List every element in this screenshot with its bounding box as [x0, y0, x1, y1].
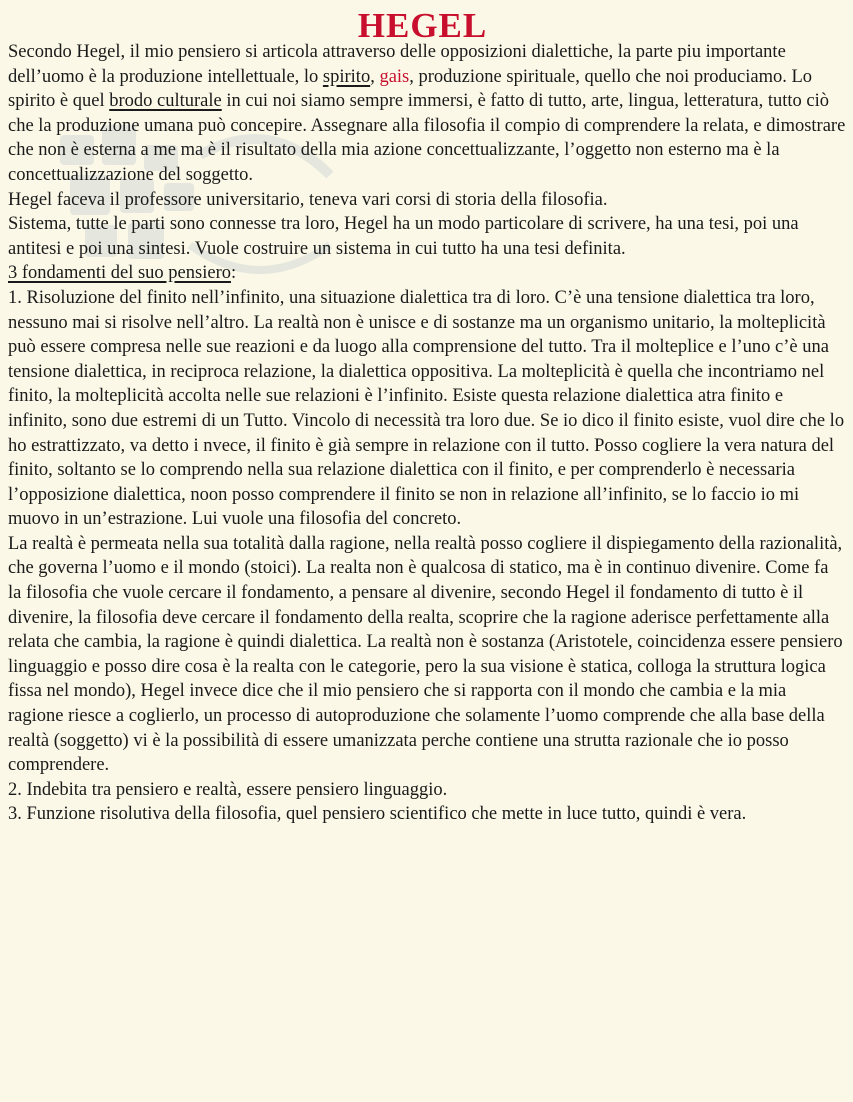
- section-heading-colon: :: [230, 263, 237, 284]
- list-item-1: 1. Risoluzione del finito nell’infinito, una situazione dialettica tra di loro. C’è una tensione dialettica tra loro, nessuno mai si risolve nell’altro. La realtà non è unisce e di sostanze ma un organismo unitario, la molteplicità può essere compresa nelle sue reazioni e da luogo alla comprensione del tutto. Tra il molteplice e l’uno c’è una tensione dialettica, in reciproca relazione, la dialettica oppositiva. La molteplicità è quella che incontriamo nel finito, la molteplicità accolta nelle sue relazioni è l’infinito. Esiste questa relazione dialettica atra finito e infinito, sono due estremi di un Tutto. Vincolo di necessità tra loro due. Se io dico il finito esiste, vuol dire che lo ho estrattizzato, va detto i nvece, il finito è già sempre in relazione con il tutto. Posso cogliere la vera natura del finito, soltanto se lo comprendo nella sua relazione dialettica con il finito, e per comprenderlo è necessaria l’opposizione dialettica, noon posso comprendere il finito se non in relazione all’infinito, se lo faccio io mi muovo in un’estrazione. Lui vuole una filosofia del concreto.: [8, 287, 845, 530]
- highlighted-term-gais: gais: [379, 66, 410, 87]
- paragraph-realta: La realtà è permeata nella sua totalità dalla ragione, nella realtà posso cogliere il dispiegamento della razionalità, che governa l’uomo e il mondo (stoici). La realta non è qualcosa di statico, ma è in continuo divenire. Come fa la filosofia che vuole cercare il fondamento, a pensare al divenire, secondo Hegel il fondamento di tutto è il divenire, la filosofia deve cercare il fondamento della realta, scoprire che la ragione aderisce perfettamente alla relata che cambia, la ragione è quindi dialettica. La realtà non è sostanza (Aristotele, coincidenza essere pensiero linguaggio e posso dire cosa è la realta con le categorie, pero la sua visione è statica, colloga la struttura logica fissa nel mondo), Hegel invece dice che il mio pensiero che si rapporta con il mondo che cambia e la mia ragione riesce a coglierlo, un processo di autoproduzione che solamente l’uomo comprende che alla base della realtà (soggetto) vi è la possibilità di essere umanizzata perche contiene una strutta razionale che io posso comprendere.: [8, 533, 843, 776]
- paragraph-intro: [8, 40, 846, 188]
- paragraph-professor: Hegel faceva il professore universitario, teneva vari corsi di storia della filosofia.: [8, 189, 608, 210]
- document-body: [8, 40, 846, 827]
- section-heading-text: 3 fondamenti del suo pensiero: [8, 263, 231, 284]
- paragraph-sistema: Sistema, tutte le parti sono connesse tra loro, Hegel ha un modo particolare di scrivere, ha una tesi, poi una antitesi e poi una sintesi. Vuole costruire un sistema in cui tutto ha una tesi definita.: [8, 214, 799, 259]
- paragraph-text: in cui noi siamo sempre immersi, è fatto di tutto, arte, lingua, letteratura, tutto ciò che la produzione umana può concepire. Assegnare alla filosofia il compio di comprendere la relata, e dimostrare che non è esterna a me ma è il risultato della mia azione concettualizzante, l’oggetto non esterno ma è la concettualizzazione del soggetto.: [8, 91, 846, 185]
- page-title: HEGEL: [357, 6, 488, 45]
- list-item-3: 3. Funzione risolutiva della filosofia, quel pensiero scientifico che mette in luce tutto, quindi è vera.: [8, 804, 747, 825]
- paragraph-text: , produzione spirituale, quello che noi produciamo. Lo spirito è quel: [8, 66, 813, 112]
- section-heading: [8, 261, 846, 286]
- underlined-term-spirito: spirito: [322, 66, 371, 87]
- paragraph-text: Secondo Hegel, il mio pensiero si articola attraverso delle opposizioni dialettiche, la parte piu importante dell’uomo è la produzione intellettuale, lo: [8, 42, 786, 87]
- underlined-term-brodo-culturale: brodo culturale: [109, 91, 222, 112]
- paragraph-text: ,: [370, 66, 380, 87]
- list-item-2: 2. Indebita tra pensiero e realtà, essere pensiero linguaggio.: [8, 779, 448, 800]
